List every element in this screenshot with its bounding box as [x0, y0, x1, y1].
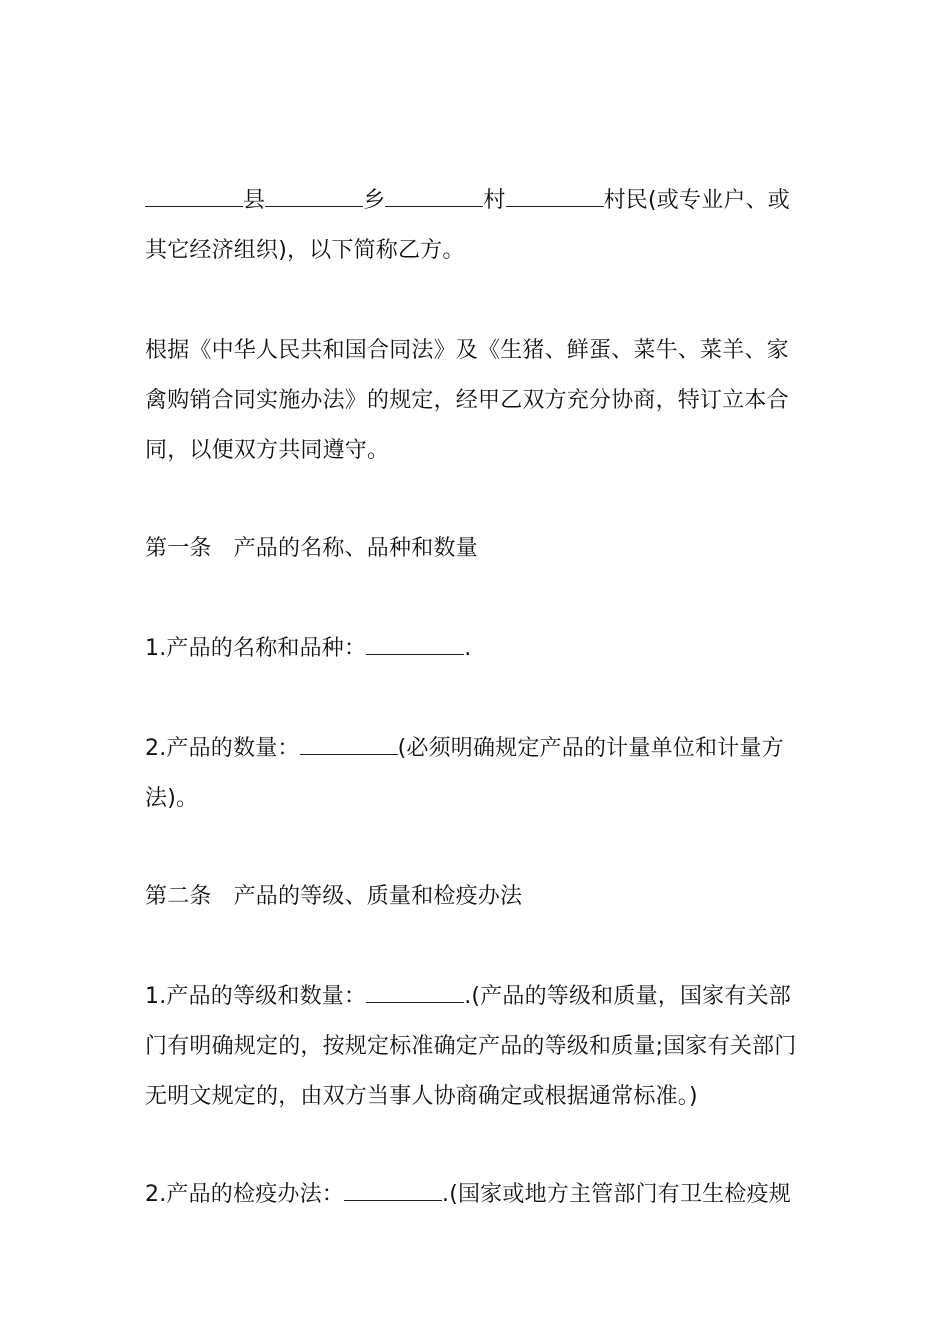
- item-1-2: [145, 724, 810, 824]
- villager-blank: [506, 186, 604, 207]
- village-label: 村: [483, 188, 506, 213]
- party-b-paragraph: [145, 176, 810, 276]
- county-blank: [145, 186, 243, 207]
- village-blank: [385, 186, 483, 207]
- quarantine-method-blank: [344, 1180, 442, 1201]
- product-name-blank: [366, 634, 464, 655]
- item-2-2: [145, 1170, 810, 1220]
- county-label: 县: [243, 188, 266, 213]
- item-2-1-label: 1.产品的等级和数量：: [145, 984, 367, 1009]
- item-1-1: [145, 624, 810, 674]
- item-1-2-line2: 法)。: [145, 786, 199, 811]
- article-2-heading: [145, 872, 810, 922]
- villager-label: 村民(或专业户、或: [603, 188, 790, 213]
- item-2-1-suffix: .(产品的等级和质量，国家有关部: [464, 984, 791, 1009]
- township-label: 乡: [363, 188, 386, 213]
- item-2-1-line3: 无明文规定的，由双方当事人协商确定或根据通常标准。): [145, 1084, 698, 1109]
- item-1-1-label: 1.产品的名称和品种：: [145, 636, 367, 661]
- item-2-1-line2: 门有明确规定的，按规定标准确定产品的等级和质量;国家有关部门: [145, 1034, 797, 1059]
- party-b-line2: 其它经济组织)，以下简称乙方。: [145, 238, 465, 263]
- basis-paragraph: [145, 326, 810, 476]
- article-2-title: 产品的等级、质量和检疫办法: [233, 884, 523, 909]
- township-blank: [265, 186, 363, 207]
- product-quantity-blank: [300, 734, 398, 755]
- item-1-2-label: 2.产品的数量：: [145, 736, 300, 761]
- article-1-number: 第一条: [145, 536, 212, 561]
- article-1-title: 产品的名称、品种和数量: [233, 536, 478, 561]
- item-2-2-suffix: .(国家或地方主管部门有卫生检疫规: [442, 1182, 791, 1207]
- basis-line2: 禽购销合同实施办法》的规定，经甲乙双方充分协商，特订立本合: [145, 388, 789, 413]
- grade-quantity-blank: [366, 982, 464, 1003]
- basis-line1: 根据《中华人民共和国合同法》及《生猪、鲜蛋、菜牛、菜羊、家: [145, 338, 789, 363]
- item-2-1: [145, 972, 810, 1122]
- item-2-2-label: 2.产品的检疫办法：: [145, 1182, 344, 1207]
- article-1-heading: [145, 524, 810, 574]
- item-1-2-suffix: (必须明确规定产品的计量单位和计量方: [397, 736, 784, 761]
- item-1-1-suffix: .: [464, 636, 472, 661]
- article-2-number: 第二条: [145, 884, 212, 909]
- basis-line3: 同，以便双方共同遵守。: [145, 438, 390, 463]
